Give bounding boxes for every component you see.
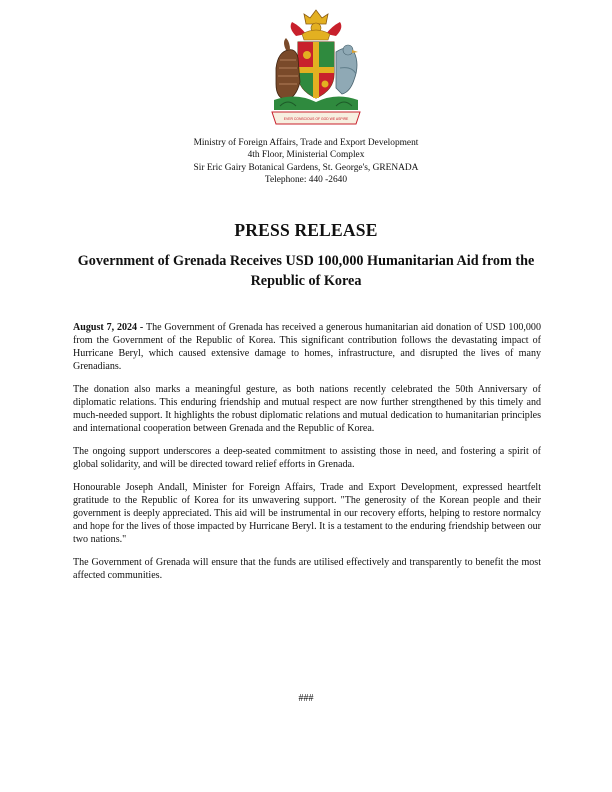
ministry-floor: 4th Floor, Ministerial Complex [247,150,365,161]
coat-of-arms-icon [266,8,366,134]
paragraph-1-text: The Government of Grenada has received a generous humanitarian aid donation of USD 100,000 from the Government of the Republic of Korea. This significant contribution follows the devastating impact of Hurricane Beryl, which caused extensive damage to homes, infrastructure, and disrupted the lives of many Grenadians. [73,322,541,373]
paragraph-4: Honourable Joseph Andall, Minister for Foreign Affairs, Trade and Export Development, expressed heartfelt gratitude to the Republic of Korea for its unwavering support. "The generosity of the Korean people and their government is deeply appreciated. This aid will be instrumental in our recovery efforts, helping to restore normalcy and hope for the lives of those impacted by Hurricane Beryl. It is a testament to the enduring friendship between our two nations." [73,481,541,546]
ministry-telephone: Telephone: 440 -2640 [264,175,348,186]
paragraph-5: The Government of Grenada will ensure that the funds are utilised effectively and transparently to benefit the most affected communities. [73,556,541,581]
ministry-address: Sir Eric Gairy Botanical Gardens, St. George's, GRENADA [193,162,419,173]
svg-text:EVER CONSCIOUS OF GOD WE ASPIR: EVER CONSCIOUS OF GOD WE ASPIRE [283,117,349,121]
end-mark: ### [298,693,314,704]
ministry-name: Ministry of Foreign Affairs, Trade and Export Development [193,138,419,148]
document-type-heading: PRESS RELEASE [234,220,378,240]
paragraph-2: The donation also marks a meaningful gesture, as both nations recently celebrated the 50th Anniversary of diplomatic relations. This enduring friendship and mutual respect are now further strengthened by this timely and much-needed support. It highlights the robust diplomatic relations and mutual dedication to humanitarian principles and international cooperation between Grenada and the Republic of Korea. [73,383,541,435]
dateline: August 7, 2024 - [73,322,144,333]
press-release-headline: Government of Grenada Receives USD 100,000 Humanitarian Aid from the Republic of Korea [77,253,535,289]
press-release-body [73,321,541,592]
letterhead [0,137,612,187]
paragraph-1 [73,321,541,373]
paragraph-3: The ongoing support underscores a deep-seated commitment to assisting those in need, and fostering a spirit of global solidarity, and will be directed toward relief efforts in Grenada. [73,445,541,471]
